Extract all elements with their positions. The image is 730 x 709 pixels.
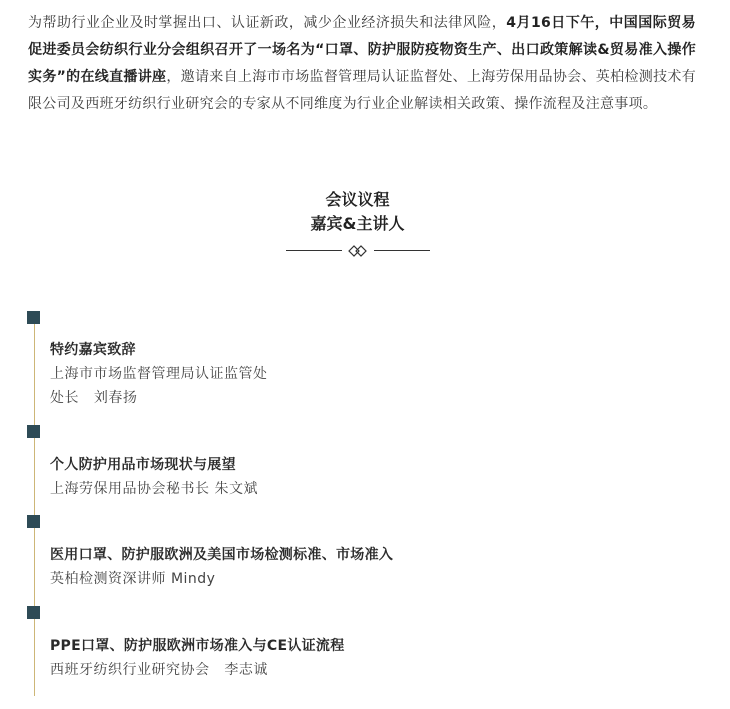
double-diamond-icon [348,244,368,258]
agenda-item-speaker: 处长 刘春扬 [50,390,138,406]
agenda-header [0,188,715,236]
intro-paragraph [28,10,696,118]
timeline-marker [27,606,40,619]
divider-line-right [374,250,430,251]
agenda-item-org: 上海市市场监督管理局认证监管处 [50,366,268,382]
agenda-item-title: 医用口罩、防护服欧洲及美国市场检测标准、市场准入 [50,547,394,563]
agenda-item-speaker: 西班牙纺织行业研究协会 李志诚 [50,662,268,678]
agenda-item-speaker: 英柏检测资深讲师 Mindy [50,571,216,587]
section-divider [286,244,430,258]
intro-text-bold: 4月16日下午，中国国际贸易促进委员会纺织行业分会组织召开了一场名为“口罩、防护服防疫物资生产、出口政策解读&贸易准入操作实务”的在线直播讲座 [28,15,696,85]
intro-text-1: 为帮助行业企业及时掌握出口、认证新政，减少企业经济损失和法律风险， [28,15,507,31]
timeline-marker [27,311,40,324]
timeline-marker [27,425,40,438]
agenda-item-title: 特约嘉宾致辞 [50,342,136,358]
agenda-title: 会议议程 [325,190,390,209]
timeline-line [34,312,35,696]
divider-line-left [286,250,342,251]
agenda-subtitle: 嘉宾&主讲人 [310,214,405,233]
agenda-item-title: 个人防护用品市场现状与展望 [50,457,236,473]
intro-text-2: ，邀请来自上海市市场监督管理局认证监督处、上海劳保用品协会、英柏检测技术有限公司及西班牙纺织行业研究会的专家从不同维度为行业企业解读相关政策、操作流程及注意事项。 [28,69,696,112]
agenda-item-title: PPE口罩、防护服欧洲市场准入与CE认证流程 [50,638,345,654]
agenda-item-speaker: 上海劳保用品协会秘书长 朱文斌 [50,481,258,497]
timeline-marker [27,515,40,528]
